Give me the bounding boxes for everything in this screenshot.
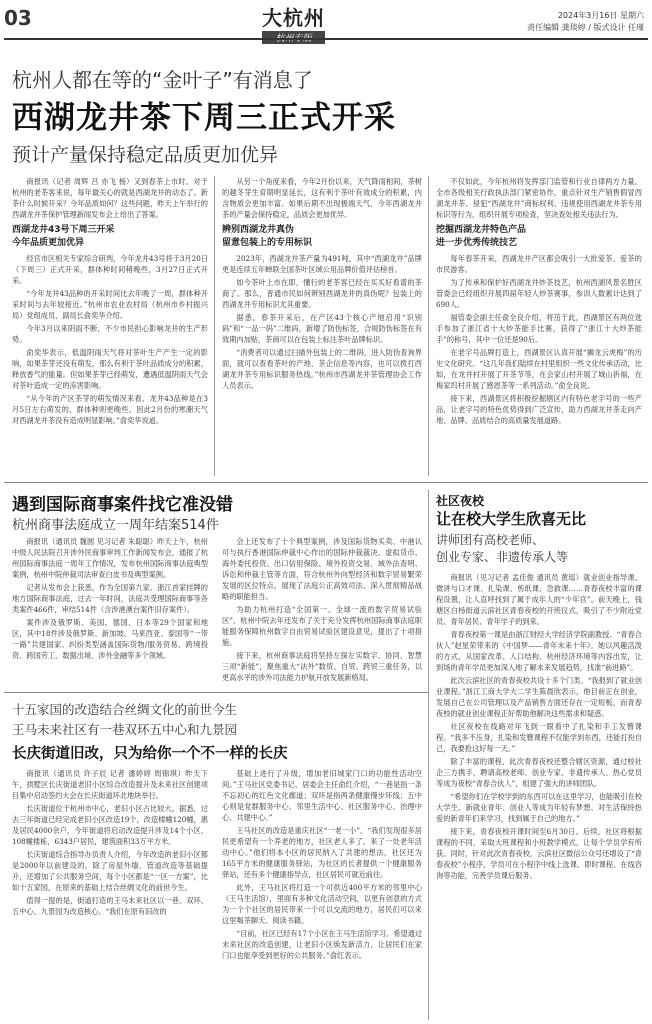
street-column-1 [12, 768, 208, 1020]
paragraph: 基础上进行了升级，增加老旧城家门口的功能性活动空间。”王马社区党委书记、居委会主任俞红介绍，“一巷是指一条不忘初心的红色文化廊道；双环是指两条健康慢步环线；五中心则是党群服务中心、邻里生活中心、社区服务中心、治理中心、共建中心。” [222, 769, 422, 822]
paragraph: 商报讯（记者 周辉 吕 亦飞 杨）又到春茶上市时。对于杭州的老茶客来说，每年最关心的就是西湖龙井的动态了。新茶什么时候开采？今年品质如何？这些问题，昨天上午举行的西湖龙井茶保护管理新闻发布会上给出了答案。 [12, 177, 208, 219]
header-rule [4, 38, 648, 40]
paragraph: 此外，王马社区将打造一个可供近400平方米的邻里中心（王马生活馆），里面有多种文化活动空间，以更有创意的方式为一个个社区的居民带来一个可以交流的地方，居民们可以来这里喝茶聊天、阅读书籍。 [222, 883, 422, 925]
paragraph: 除了丰富的课程，此次青春夜校还整合辖区资源，通过校社企三方携手，聘请高校老师、创业专家、非遗传承人、热心党员等成为夜校“青春合伙人”，组建了强大的讲师团队。 [436, 757, 642, 788]
night-headline: 让在校大学生欣喜无比 [436, 510, 587, 528]
paragraph: 此次云滨社区的青春夜校共设十多个门类。“我报到了就业创业课程。”浙江工商大学大二学生陈晨欣表示，他目前正在创业，发展自己在公司管理以及产品销售方面还存在一定短板，而青春夜校的就业创业课程正好帮助他解决这些需求和疑惑。 [436, 676, 642, 718]
paragraph: 接下来，青春夜校开课时间至6月30日。后续，社区将根据课程的不同，采取大班课程和小班教学模式，让每个学员学有所获。同时，针对此次青春夜校，云滨社区微信公众号还增设了“青春夜校”小程序，学员可在小程序中线上选课、即时课程、在线咨询等功能，完善学员课后服务。 [436, 827, 642, 880]
paragraph: “目前，社区已经有17个小区在王马生活馆学习。希望通过未来社区的改造创建，让老旧小区焕发新活力，让居民们在家门口也能享受到更好的公共服务。”俞红表示。 [222, 929, 422, 960]
court-subhead: 杭州商事法庭成立一周年结案514件 [12, 518, 219, 533]
lead-kicker: 杭州人都在等的“金叶子”有消息了 [12, 68, 313, 92]
paragraph: 如今茶叶上市在即，懂行的老茶客已经在买买好看谱的茶商了。那么，普通市民如何辨别西湖龙井的真伪呢？包装上的西湖龙井专用标识尤其重要。 [222, 278, 422, 309]
lead-column-2 [222, 176, 422, 476]
night-subhead [436, 532, 568, 566]
editor-credits: 责任编辑 龚琰婷 / 版式设计 任瑾 [527, 23, 644, 32]
paragraph: 每年春茶开采，西湖龙井产区都会吸引一大批爱茶、爱茶的市民游客。 [436, 254, 642, 274]
paragraph: 2023年，西湖龙井茶产量为491吨，其中“西湖龙井”品牌更是连续五年蝉联全国茶叶区域公用品牌价值评估榜首。 [222, 254, 422, 274]
lead-headline: 西湖龙井茶下周三正式开采 [12, 100, 396, 136]
paragraph: 青春夜校第一课是由浙江财经大学经济学院副教授、“青春合伙人”赵星荣带来的《中国梦——青年未来十年》。她以风趣活泼的方式，从国家改革、人口结构、杭州经济环境等内容出发，让到场的青年学员更加深入地了解未来发展趋势，找准“前进路”。 [436, 630, 642, 672]
court-column-1 [12, 536, 208, 686]
section-subheading [12, 224, 208, 250]
paragraph: 俞奕华表示，低温阴雨天气将对茶叶生产产生一定的影响，如果茶芽还没有萌发，那么有利于茶叶品质成分的积累，释放香气的能量。但如果茶芽已经萌发，遭遇低温阴雨天气会对茶叶造成一定的冻害影响。 [12, 348, 208, 390]
lead-column-1 [12, 176, 208, 476]
paragraph: 会上还发布了十个典型案例，涉及国际货物买卖、中港认可与执行香港国际仲裁中心作出的国际仲裁裁决、虚拟货币、海外委托投资、出口信用保险、境外投资交易、域外法查明、诉讼和仲裁主管等方面，符合杭州外向型经济和数字贸易繁荣发展的区位特点，展现了法庭公正高效司法、深入贯彻精品战略的职能担当。 [222, 537, 422, 601]
street-headline: 长庆街道旧改，只为给你一个不一样的长庆 [12, 746, 288, 762]
section-subheading [436, 224, 642, 250]
paragraph: 据悉，春茶开采后，在产区43个核心产地启用“识别码”和“一品一码”二维码，新增了防伪标签，合规防伪标签在有效期内加贴，茶商可以在包装上标注茶叶品牌标识。 [222, 313, 422, 344]
paragraph: 长庆街道综合指导办负责人介绍，今年改造的老旧小区都是2000年以前建设的，除了房屋外墙、管道改造等基础提升，还增加了公共服务空间，每个小区都是“一区一方案”，比如十五家园，在原来的基础上结合丝绸文化的前世今生。 [12, 850, 208, 892]
subheading-line: 挖掘西湖龙井特色产品 [436, 225, 527, 235]
night-kicker: 社区夜校 [436, 494, 485, 508]
paragraph: 值得一提的是，街道打造的王马未来社区以一巷、双环、五中心、九景园为改造核心。“我们在原有旧改的 [12, 896, 208, 916]
page-number: 03 [4, 6, 32, 30]
subheading-line: 辨别西湖龙井真伪 [222, 225, 295, 235]
paragraph: 接下来，西湖景区将积极挖掘辖区内有特色老字号的一些产品，让老字号的特色优势得到广泛宣传，助力西湖龙井茶走向产地、品牌、品质结合的高质量发展道路。 [436, 394, 642, 425]
column-divider [428, 176, 429, 476]
street-kicker-1: 十五家国的改造结合丝绸文化的前世今生 [12, 702, 238, 717]
paragraph: 商报讯（通讯员 魏圆 见习记者 朱聪聪）昨天上午，杭州中级人民法院召开涉外民商事审判工作新闻发布会，通报了杭州国际商事法庭一周年工作情况，发布杭州国际商事法庭典型案例，杭州中院仲裁司法审查白皮书及典型案例。 [12, 537, 208, 579]
lead-column-3 [436, 176, 642, 476]
paragraph: “从今年的产区茶芽的萌发情况来看，龙井43品种是在3月5日左右萌发的，群体种则更晚些，因此2月份的寒潮天气对西湖龙井茶没有造成明显影响。”俞奕华说道。 [12, 394, 208, 425]
paragraph: 商报讯（见习记者 孟佳俊 通讯员 黄瑶）就业创业指导课、微讲与口才课、扎染课、剪纸课、急救课……青春夜校丰富的课程设置，让人直呼找到了属于成年人的“少年宫”。前天晚上，钱塘区白杨街道云滨社区青春夜校的开班仪式，吸引了不少附近党员、青年居民、青年学子的到来。 [436, 573, 642, 626]
subhead-line: 讲师团有高校老师、 [436, 533, 545, 547]
lead-subhead: 预计产量保持稳定品质更加优异 [12, 144, 279, 166]
paragraph: 长庆街道位于杭州市中心，老旧小区占比较大。据悉，过去三年街道已经完成老旧小区改造19个，改造楼幢120幢，惠及居民4000余户，今年街道将启动改造提升涉及14个小区、108幢楼栋，6343户居民，建筑面积33万平方米。 [12, 804, 208, 846]
night-body [436, 572, 642, 1020]
paragraph: “今年龙井43品种的开采时间比去年晚了一周，群体种开采时间与去年较接近。”杭州市农业农村局（杭州市乡村振兴局）党组成员、副局长俞奕华介绍。 [12, 289, 208, 320]
paragraph: 今年3月以来阴雨不断，不少市民担心影响龙井的生产形势。 [12, 324, 208, 344]
subheading-line: 西湖龙井43号下周三开采 [12, 225, 115, 235]
paragraph: “消费者可以通过扫描外包装上的二维码，进入防伪查询界面，就可以查看茶叶的产地、茶企信息等内容，也可以拨打西湖龙井茶专用标识服务热线。”杭州市西湖龙井茶管理协会工作人员表示。 [222, 348, 422, 390]
subheading-line: 留意包装上的专用标识 [222, 238, 313, 248]
paragraph: 为了传承和保护好西湖龙井炒茶技艺，杭州西湖风景名胜区管委会已经组织开展四届年轻人炒茶赛事，参训人数累计达到了690人。 [436, 278, 642, 309]
paragraph: 王马社区的改造是重庆社区“一老一小”。“我们发现很多居民更希望有一个养老的地方，社区老人多了，来了一处老年活动中心。”他们将本小区的居民纳入了共建的想法，社区还为165平方米的健康服务驿站，为社区的长者提供一个健康服务驿站，还有多个健康指导点，社区居民可就近前往。 [222, 826, 422, 879]
paragraph: 从另一个角度来看，今年2月份以来，天气降雨相间，茶树的越冬芽生育期明显延长，这有利于茶叶有效成分的积累，内含物质会更加丰富。如果后期不出现极端天气，今年西湖龙井茶的产量会保持稳定，品质会更加优异。 [222, 177, 422, 219]
paragraph: 记者从发布会上获悉，作为全国第九家、浙江首家挂牌的地方国际商事法庭，过去一年时间，法庭共受理国际商事等各类案件466件，审结514件（含涉港澳台案件旧存案件）。 [12, 583, 208, 614]
paragraph: 在老字号品牌打造上，西湖景区认真开展“狮龙云虎梅”的历史文化研究。“这几年我们陆续在村里组织一些文化传承活动，比如，在龙井村开展了开茶节等，在会家山村开展了城山祈福，在梅家坞村开展了感恩茶等一系列活动。”俞全良说。 [436, 348, 642, 390]
section-subheading [222, 224, 422, 250]
court-column-2 [222, 536, 422, 686]
paragraph: 福管委会副主任俞全良介绍，将茁于此，西湖景区有两位选手参加了浙江省十大炒茶能手比赛，获得了“浙江十大炒茶能手”的称号，其中一位还是90后。 [436, 313, 642, 344]
paragraph: 案件涉及俄罗斯、美国、德国、日本等29个国家和地区，其中18件涉及俄罗斯、新加坡、马来西亚、泰国等“一带一路”共建国家。纠纷类型涵盖国际货物/服务贸易、跨境投资、跨国劳工、数据出境、涉外金融等多个领域。 [12, 618, 208, 660]
section-rule [4, 482, 648, 483]
paragraph: 接下来，杭州商事法庭将坚持左探左实数字、协同、智慧三项“新能”，聚焦重大“法外”数贸、自贸、跨贸三重任务，以更高水平的涉外司法能力护航开放发展新格局。 [222, 651, 422, 682]
subheading-line: 进一步优秀传统技艺 [436, 238, 518, 248]
street-column-2 [222, 768, 422, 1020]
paragraph: 经官市区相关专家综合研判，今年龙井43号将于3月20日（下周三）正式开采，群体种时间稍晚些，3月27日正式开采。 [12, 254, 208, 285]
paragraph: 社区夜校在线路对年飞到一眼看中了扎染和手工发簪课程。“我多不压身，扎染和发簪课程不仅能学到东西，还能打扮自己，我要抢这好每一天。” [436, 722, 642, 753]
issue-date: 2024年3月16日 星期六 [557, 11, 644, 20]
subhead-line: 创业专家、非遗传承人等 [436, 550, 569, 564]
paragraph: “希望你们在学校学到的东西可以在这里学习，也能吸引在校大学生、新就业青年、创业人等成为年轻有梦想、对生活保持热爱的新青年们来学习，找到属于自己的地方。” [436, 792, 642, 823]
paragraph: 为助力杭州打造“全国第一、全球一流的数字贸易试验区”，杭州中院去年还发布了关于充分发挥杭州国际商事法庭职能服务保障杭州数字自由贸易试验区建设意见，提出了十项措施。 [222, 605, 422, 647]
court-headline: 遇到国际商事案件找它准没错 [12, 495, 233, 515]
subheading-line: 今年品质更加优异 [12, 238, 85, 248]
column-divider [428, 490, 429, 1020]
street-kicker-2: 王马未来社区有一巷双环五中心和九景园 [12, 722, 238, 737]
masthead-title: 大杭州 [262, 6, 325, 30]
paragraph: 不仅如此，今年杭州将发挥部门监管和行业自律两方力量，全市各级相关行政执法部门紧密协作，重点针对生产销售假冒西湖龙井茶、侵犯“西湖龙井”商标权利、违规使用西湖龙井茶专用标识等行为，组织开展专项检查，坚决查处相关违法行为。 [436, 177, 642, 219]
column-divider [214, 176, 215, 476]
section-rule [4, 692, 428, 693]
paragraph: 商报讯（通讯员 许子辰 记者 潘婷婷 周锦琪）昨天下午，拱墅区长庆街道老旧小区综合改造提升及未来社区创建项目集中启动签约大会在长庆街道环北地块举行。 [12, 769, 208, 800]
